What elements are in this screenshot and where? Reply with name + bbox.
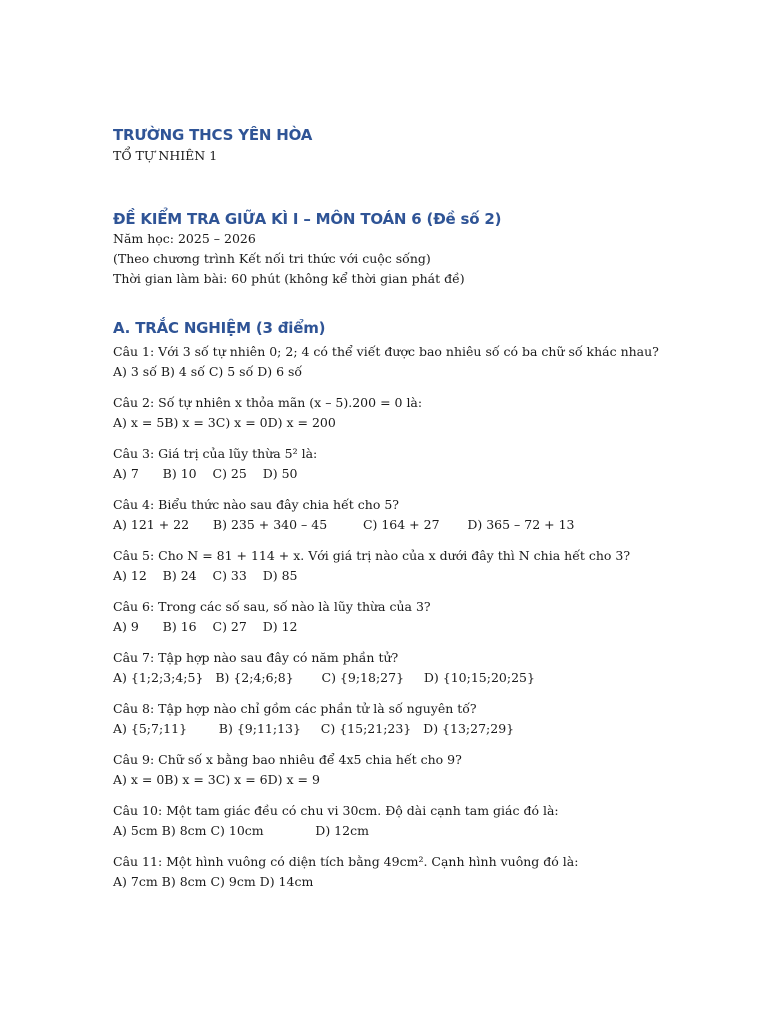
question-item (113, 750, 733, 790)
question-options: A) 5cm B) 8cm C) 10cm D) 12cm (113, 823, 369, 838)
question-options: A) 12 B) 24 C) 33 D) 85 (113, 568, 298, 583)
question-item (113, 648, 733, 688)
question-options: A) 7cm B) 8cm C) 9cm D) 14cm (113, 874, 314, 889)
document-page (113, 125, 733, 903)
question-options: A) {1;2;3;4;5} B) {2;4;6;8} C) {9;18;27} D) {10;15;20;25} (113, 670, 535, 685)
section-title: A. TRẮC NGHIỆM (3 điểm) (113, 319, 326, 337)
question-text: Câu 1: Với 3 số tự nhiên 0; 2; 4 có thể viết được bao nhiêu số có ba chữ số khác nhau? (113, 344, 659, 359)
question-options: A) 3 số B) 4 số C) 5 số D) 6 số (113, 364, 303, 379)
question-text: Câu 5: Cho N = 81 + 114 + x. Với giá trị nào của x dưới đây thì N chia hết cho 3? (113, 548, 631, 563)
question-text: Câu 8: Tập hợp nào chỉ gồm các phần tử là số nguyên tố? (113, 701, 477, 716)
curriculum-note: (Theo chương trình Kết nối tri thức với cuộc sống) (113, 251, 431, 266)
school-year: Năm học: 2025 – 2026 (113, 231, 256, 246)
question-options: A) x = 5B) x = 3C) x = 0D) x = 200 (113, 415, 336, 430)
school-name: TRƯỜNG THCS YÊN HÒA (113, 126, 313, 144)
question-options: A) 9 B) 16 C) 27 D) 12 (113, 619, 298, 634)
question-item (113, 393, 733, 433)
question-text: Câu 7: Tập hợp nào sau đây có năm phần tử? (113, 650, 399, 665)
question-text: Câu 4: Biểu thức nào sau đây chia hết cho 5? (113, 497, 399, 512)
question-item (113, 852, 733, 892)
question-text: Câu 3: Giá trị của lũy thừa 5² là: (113, 446, 318, 461)
question-item (113, 801, 733, 841)
question-item (113, 699, 733, 739)
question-text: Câu 9: Chữ số x bằng bao nhiêu để 4x5 chia hết cho 9? (113, 752, 462, 767)
question-item (113, 444, 733, 484)
question-text: Câu 6: Trong các số sau, số nào là lũy thừa của 3? (113, 599, 431, 614)
exam-title: ĐỀ KIỂM TRA GIỮA KÌ I – MÔN TOÁN 6 (Đề số 2) (113, 210, 502, 228)
exam-duration: Thời gian làm bài: 60 phút (không kể thời gian phát đề) (113, 271, 465, 286)
question-text: Câu 11: Một hình vuông có diện tích bằng 49cm². Cạnh hình vuông đó là: (113, 854, 579, 869)
question-options: A) 121 + 22 B) 235 + 340 – 45 C) 164 + 27 D) 365 – 72 + 13 (113, 517, 575, 532)
question-item (113, 495, 733, 535)
question-text: Câu 10: Một tam giác đều có chu vi 30cm. Độ dài cạnh tam giác đó là: (113, 803, 559, 818)
question-item (113, 597, 733, 637)
question-text: Câu 2: Số tự nhiên x thỏa mãn (x – 5).200 = 0 là: (113, 395, 423, 410)
question-list (113, 342, 733, 892)
question-options: A) {5;7;11} B) {9;11;13} C) {15;21;23} D) {13;27;29} (113, 721, 515, 736)
question-item (113, 546, 733, 586)
department-name: TỔ TỰ NHIÊN 1 (113, 148, 218, 163)
question-item (113, 342, 733, 382)
question-options: A) 7 B) 10 C) 25 D) 50 (113, 466, 298, 481)
question-options: A) x = 0B) x = 3C) x = 6D) x = 9 (113, 772, 320, 787)
